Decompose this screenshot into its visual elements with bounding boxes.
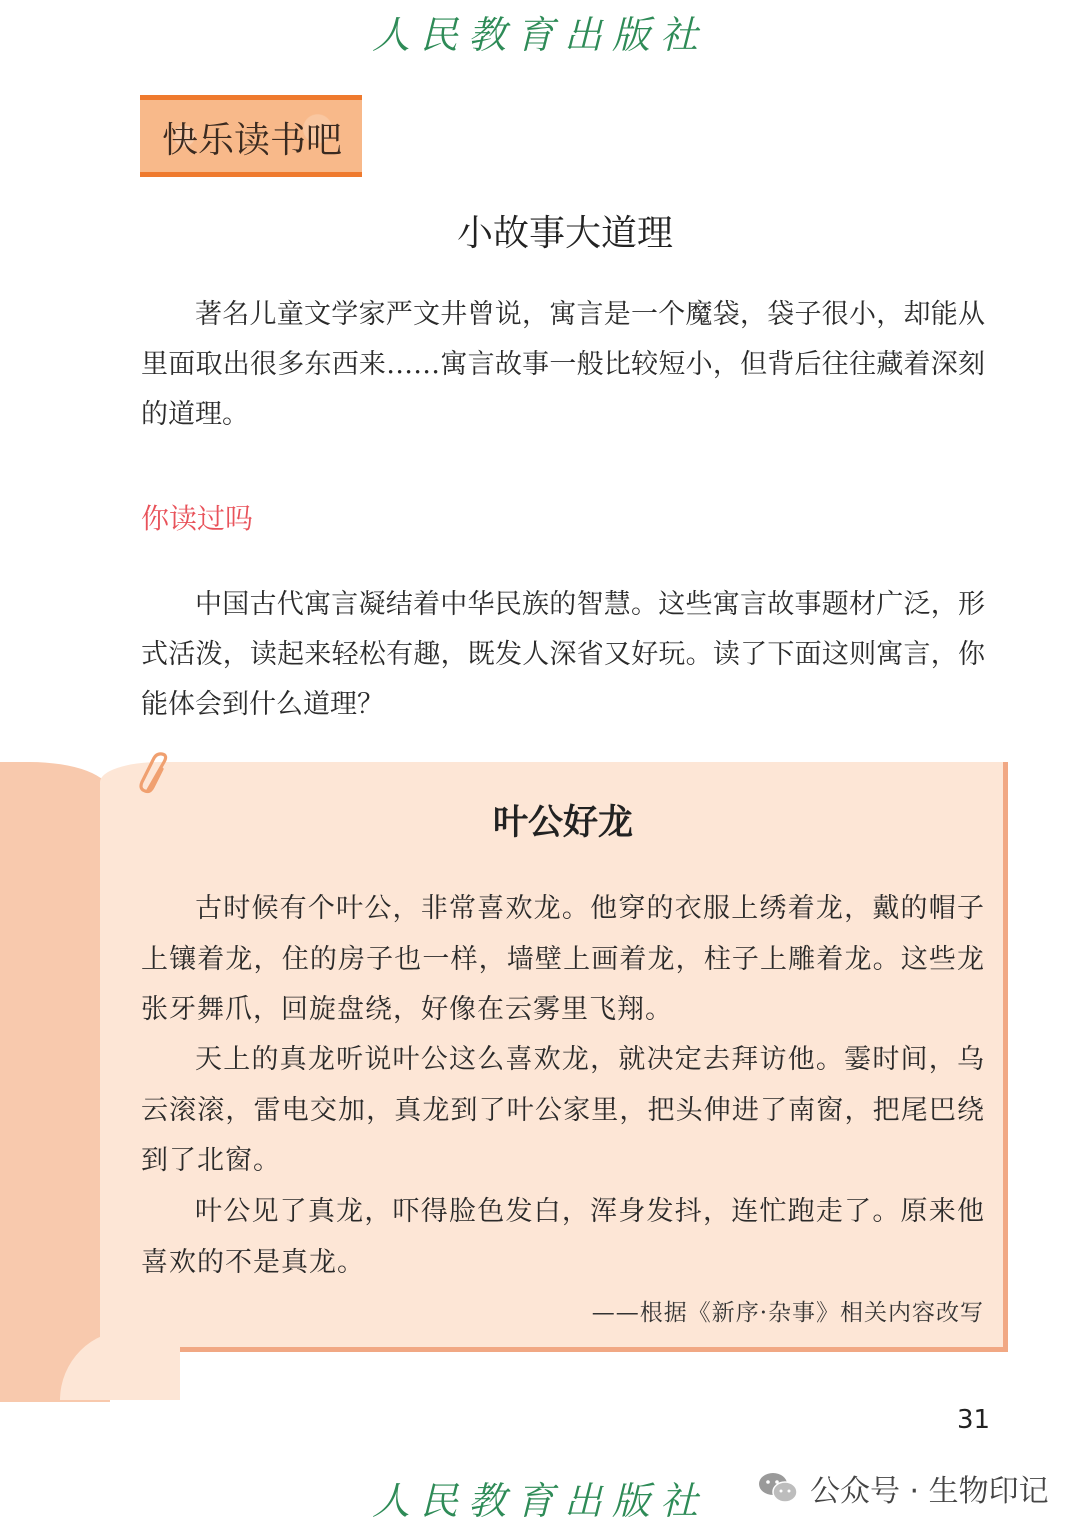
story-paragraph-1: 古时候有个叶公，非常喜欢龙。他穿的衣服上绣着龙，戴的帽子上镶着龙，住的房子也一样，墙壁上画着龙，柱子上雕着龙。这些龙张牙舞爪，回旋盘绕，好像在云雾里飞翔。 [141, 893, 985, 1025]
watermark [758, 1466, 1049, 1510]
section-tag [140, 95, 362, 177]
story-paragraph-2: 天上的真龙听说叶公这么喜欢龙，就决定去拜访他。霎时间，乌云滚滚，雷电交加，真龙到了叶公家里，把头伸进了南窗，把尾巴绕到了北窗。 [141, 1044, 985, 1176]
page-number: 31 [957, 1405, 991, 1435]
story-title: 叶公好龙 [492, 802, 633, 843]
watermark-text: 公众号 · 生物印记 [810, 1474, 1049, 1509]
lead-paragraph: 中国古代寓言凝结着中华民族的智慧。这些寓言故事题材广泛，形式活泼，读起来轻松有趣，既发人深省又好玩。读了下面这则寓言，你能体会到什么道理？ [141, 589, 985, 720]
section-tag-label: 快乐读书吧 [162, 120, 343, 161]
page-title: 小故事大道理 [456, 213, 673, 254]
wechat-icon [758, 1471, 798, 1505]
publisher-logo-top: 人民教育出版社 [371, 13, 708, 57]
story-paragraph-3: 叶公见了真龙，吓得脸色发白，浑身发抖，连忙跑走了。原来他喜欢的不是真龙。 [141, 1196, 985, 1278]
intro-paragraph: 著名儿童文学家严文井曾说，寓言是一个魔袋，袋子很小，却能从里面取出很多东西来……寓言故事一般比较短小，但背后往往藏着深刻的道理。 [141, 299, 985, 430]
publisher-logo-bottom: 人民教育出版社 [371, 1479, 708, 1523]
story-source: ——根据《新序·杂事》相关内容改写 [591, 1300, 984, 1326]
subheading: 你读过吗 [141, 502, 254, 535]
book-page-left-decoration [0, 762, 110, 1402]
paperclip-icon [138, 752, 174, 796]
